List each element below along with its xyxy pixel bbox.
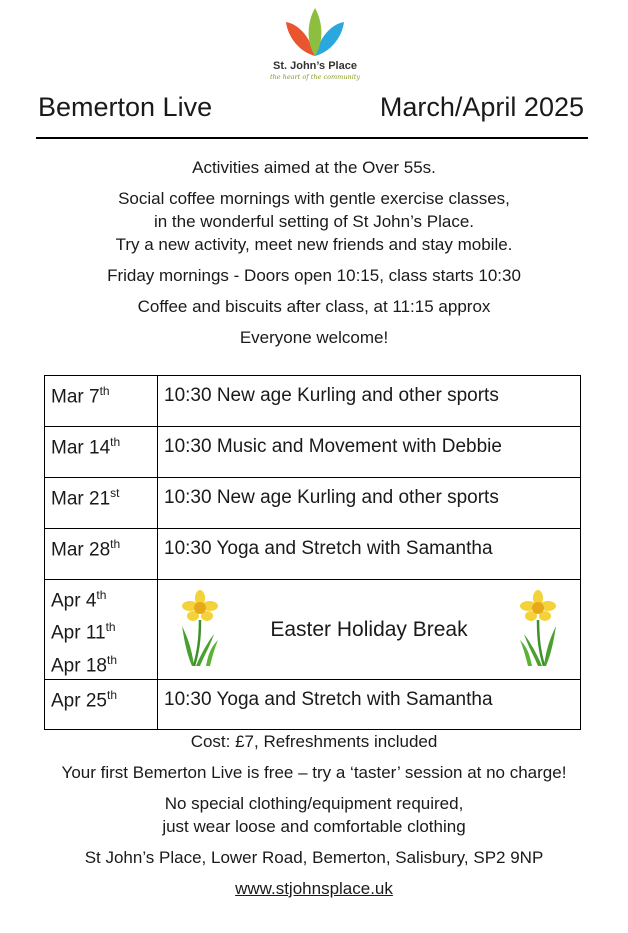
activity-cell: 10:30 New age Kurling and other sports (158, 478, 581, 529)
intro-line: Social coffee mornings with gentle exercise classes, (118, 189, 510, 208)
date-cell: Mar 7th (45, 376, 158, 427)
activity-cell: 10:30 Yoga and Stretch with Samantha (158, 529, 581, 580)
address-line: St John’s Place, Lower Road, Bemerton, Salisbury, SP2 9NP (84, 848, 544, 867)
activity-cell: 10:30 Music and Movement with Debbie (158, 427, 581, 478)
daffodil-icon (516, 590, 560, 666)
intro-line: in the wonderful setting of St John’s Place. (153, 212, 475, 231)
intro-text (0, 156, 628, 349)
table-row (45, 679, 581, 729)
leaf-logo-icon (280, 6, 350, 58)
table-row-easter (45, 580, 581, 680)
clothing-line: just wear loose and comfortable clothing (162, 817, 466, 836)
schedule-table (44, 375, 581, 730)
logo-tagline: the heart of the community (269, 73, 361, 81)
page-period: March/April 2025 (379, 92, 584, 122)
table-row (45, 376, 581, 427)
date-cell: Apr 4th Apr 11th Apr 18th (45, 580, 158, 680)
table-row (45, 478, 581, 529)
cost-line: Cost: £7, Refreshments included (190, 732, 438, 751)
intro-line: Coffee and biscuits after class, at 11:15 approx (137, 297, 491, 316)
intro-line: Everyone welcome! (239, 328, 389, 347)
logo-name: St. John’s Place (273, 60, 357, 72)
activity-cell: 10:30 New age Kurling and other sports (158, 376, 581, 427)
activity-cell (158, 580, 581, 680)
header-divider (36, 137, 588, 139)
intro-line: Try a new activity, meet new friends and stay mobile. (115, 235, 513, 254)
intro-line: Activities aimed at the Over 55s. (192, 158, 436, 177)
date-cell: Mar 14th (45, 427, 158, 478)
table-row (45, 427, 581, 478)
page-title: Bemerton Live (38, 92, 213, 122)
intro-line: Friday mornings - Doors open 10:15, class starts 10:30 (107, 266, 521, 285)
footer-text (0, 730, 628, 900)
table-row (45, 529, 581, 580)
easter-break-label: Easter Holiday Break (270, 618, 468, 641)
clothing-line: No special clothing/equipment required, (164, 794, 464, 813)
free-taster-line: Your first Bemerton Live is free – try a ‘taster’ session at no charge! (61, 763, 567, 782)
activity-cell: 10:30 Yoga and Stretch with Samantha (158, 679, 581, 729)
website-link[interactable]: www.stjohnsplace.uk (235, 879, 393, 898)
date-cell: Mar 28th (45, 529, 158, 580)
date-cell: Apr 25th (45, 679, 158, 729)
logo (260, 6, 370, 81)
date-cell: Mar 21st (45, 478, 158, 529)
